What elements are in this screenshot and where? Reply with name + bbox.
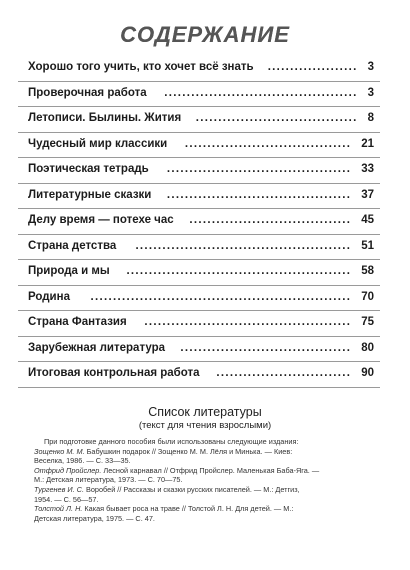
toc-entry-title: Страна детства — [28, 239, 117, 252]
bibliography-entry-continuation: Веселка, 1986. — С. 33—35. — [34, 456, 131, 466]
toc-row — [0, 133, 410, 159]
toc-entry-title: Зарубежная литература — [28, 341, 166, 354]
toc-entry-title: Летописи. Былины. Жития — [28, 112, 182, 124]
toc-entry-title: Делу время — потехе час — [28, 214, 174, 226]
toc-entry-title: Поэтическая тетрадь — [28, 163, 149, 175]
dot-leader: .................... — [267, 61, 358, 73]
toc-page-number: 51 — [361, 239, 374, 252]
toc-page-number: 70 — [361, 290, 374, 303]
toc-entry-title: Хорошо того учить, кто хочет всё знать — [28, 61, 254, 73]
toc-row — [0, 209, 410, 235]
dot-leader: ..................................... — [184, 137, 352, 150]
toc-entry-title: Чудесный мир классики — [28, 137, 168, 150]
toc-entry-title: Итоговая контрольная работа — [28, 367, 200, 379]
toc-page-number: 45 — [361, 214, 374, 226]
dot-leader: ........................................... — [164, 86, 358, 99]
toc-page-number: 3 — [367, 61, 374, 73]
bibliography-subtitle: (текст для чтения взрослыми) — [138, 420, 272, 431]
toc-page-number: 58 — [361, 265, 374, 277]
toc-page-number: 80 — [361, 341, 374, 354]
toc-divider — [18, 387, 380, 388]
toc-row — [0, 158, 410, 184]
toc-page-number: 75 — [361, 316, 374, 328]
bibliography-entry: Толстой Л. Н. Какая бывает роса на траве // Толстой Л. Н. Для детей. — М.: — [34, 504, 294, 514]
toc-row — [0, 82, 410, 108]
toc-row — [0, 286, 410, 312]
toc-entry-title: Страна Фантазия — [28, 316, 127, 328]
bibliography-body — [34, 437, 380, 523]
toc-entry-title: Литературные сказки — [28, 188, 152, 201]
bibliography-entry-continuation: Детская литература, 1975. — С. 47. — [34, 513, 155, 523]
toc-row — [0, 56, 410, 82]
bibliography-intro: При подготовке данного пособия были использованы следующие издания: — [44, 437, 299, 446]
dot-leader: .......................................................... — [90, 290, 352, 303]
bibliography-title: Список литературы — [148, 405, 262, 419]
toc-page-number: 21 — [361, 137, 374, 150]
toc-page-number: 3 — [367, 86, 374, 99]
dot-leader: .................................... — [195, 112, 358, 124]
toc-row — [0, 260, 410, 286]
dot-leader: .................................... — [189, 214, 352, 226]
toc-entry-title: Природа и мы — [28, 265, 110, 277]
dot-leader: ......................................... — [166, 163, 352, 175]
toc-row — [0, 184, 410, 210]
bibliography-entry-continuation: М.: Детская литература, 1973. — С. 70—75. — [34, 475, 183, 485]
toc-row — [0, 362, 410, 388]
bibliography-entry: Тургенев И. С. Воробей // Рассказы и сказки русских писателей. — М.: Детгиз, — [34, 484, 300, 494]
toc-page-number: 37 — [361, 188, 374, 201]
toc-entry-title: Проверочная работа — [28, 86, 147, 99]
toc-page-number: 8 — [367, 112, 374, 124]
table-of-contents — [0, 56, 410, 388]
toc-entry-title: Родина — [28, 290, 70, 303]
toc-row — [0, 235, 410, 261]
bibliography-entry: Зощенко М. М. Бабушкин подарок // Зощенко М. М. Лёля и Минька. — Киев: — [34, 446, 293, 456]
bibliography-entry-continuation: 1954. — С. 56—57. — [34, 494, 99, 504]
toc-page-number: 33 — [361, 163, 374, 175]
toc-row — [0, 337, 410, 363]
toc-page-number: 90 — [361, 367, 374, 379]
toc-row — [0, 107, 410, 133]
bibliography-entry: Отфрид Пройслер. Лесной карнавал // Отфрид Пройслер. Маленькая Баба-Яга. — — [34, 465, 320, 475]
dot-leader: ...................................... — [180, 341, 352, 354]
page-title: СОДЕРЖАНИЕ — [120, 22, 290, 47]
dot-leader: .............................. — [216, 367, 352, 379]
dot-leader: .............................................. — [144, 316, 352, 328]
dot-leader: ......................................... — [166, 188, 352, 201]
dot-leader: ................................................ — [135, 239, 352, 252]
toc-row — [0, 311, 410, 337]
dot-leader: .................................................. — [126, 265, 352, 277]
